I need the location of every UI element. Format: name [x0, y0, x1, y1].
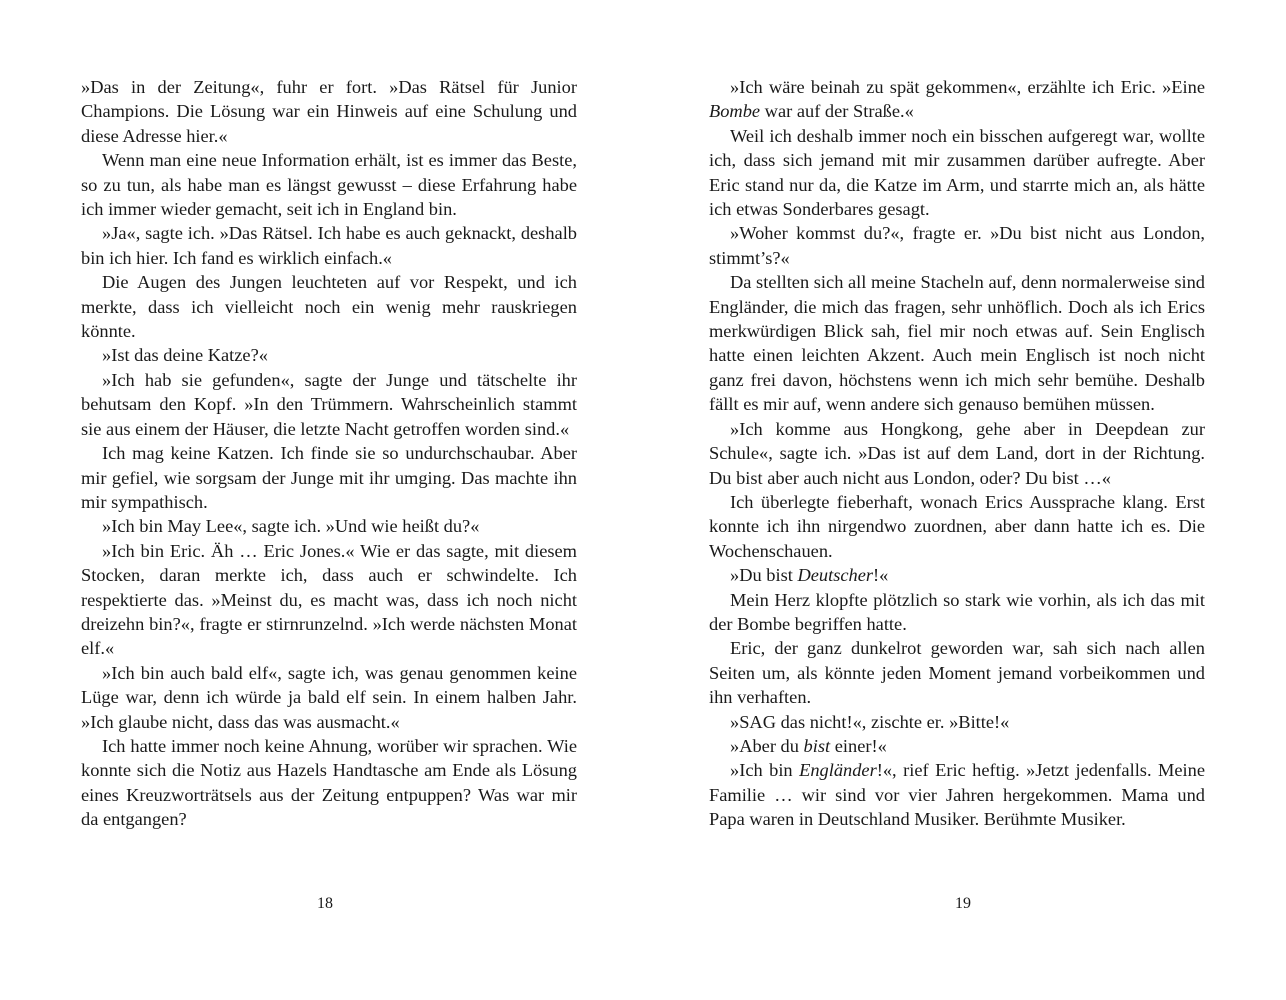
- paragraph-text: einer!«: [830, 735, 887, 756]
- emphasis: Deutscher: [797, 565, 874, 586]
- paragraph: »Ich bin Eric. Äh … Eric Jones.« Wie er das sagte, mit diesem Stocken, daran merkte ich, dass auch er schwindelte. Ich respektierte das. »Meinst du, es macht was, dass ich noch nicht dreizehn bin?«, fragte er stirnrunzelnd. »Ich werde nächsten Monat elf.«: [81, 540, 577, 659]
- paragraph: Ich überlegte fieberhaft, wonach Erics Aussprache klang. Erst konnte ich ihn nirgendwo zuordnen, aber dann hatte ich es. Die Wochenschauen.: [709, 491, 1205, 561]
- paragraph: Mein Herz klopfte plötzlich so stark wie vorhin, als ich das mit der Bombe begriffen hatte.: [709, 589, 1205, 634]
- left-page-text: [81, 75, 577, 832]
- paragraph-text: »Aber du: [730, 735, 804, 756]
- right-page: [643, 0, 1286, 1000]
- paragraph: Da stellten sich all meine Stacheln auf, denn normalerweise sind Engländer, die mich das fragen, sehr unhöflich. Doch als ich Erics merkwürdigen Blick sah, fiel mir noch etwas auf. Sein Englisch hatte einen leichten Akzent. Auch mein Englisch ist noch nicht ganz frei davon, höchstens wenn ich mich sehr bemühe. Deshalb fällt es mir auf, wenn andere sich genauso bemühen müssen.: [709, 272, 1205, 415]
- paragraph: [709, 563, 1205, 587]
- paragraph-text: !«, rief Eric heftig. »Jetzt jedenfalls. Meine Familie … wir sind vor vier Jahren hergekommen. Mama und Papa waren in Deutschland Musiker. Berühmte Musiker.: [709, 760, 1205, 830]
- paragraph: »Ich bin auch bald elf«, sagte ich, was genau genommen keine Lüge war, denn ich würde ja bald elf sein. In einem halben Jahr. »Ich glaube nicht, dass das was ausmacht.«: [81, 662, 577, 732]
- paragraph: »Das in der Zeitung«, fuhr er fort. »Das Rätsel für Junior Champions. Die Lösung war ein Hinweis auf eine Schulung und diese Adresse hier.«: [81, 77, 577, 146]
- paragraph: »Ja«, sagte ich. »Das Rätsel. Ich habe es auch geknackt, deshalb bin ich hier. Ich fand es wirklich einfach.«: [81, 223, 577, 268]
- right-page-text: [709, 75, 1205, 832]
- paragraph: Ich mag keine Katzen. Ich finde sie so undurchschaubar. Aber mir gefiel, wie sorgsam der Junge mit ihr umging. Das machte ihn mir sympathisch.: [81, 443, 577, 512]
- emphasis: Engländer: [799, 760, 877, 781]
- emphasis: bist: [803, 735, 831, 756]
- paragraph-text: »Du bist: [730, 565, 798, 586]
- paragraph-text: »Ich bin: [730, 760, 800, 781]
- paragraph: [709, 734, 1205, 758]
- paragraph: Weil ich deshalb immer noch ein bisschen aufgeregt war, wollte ich, dass sich jemand mit mir zusammen darüber aufregte. Aber Eric stand nur da, die Katze im Arm, und starrte mich an, als hätte ich etwas Sonderbares gesagt.: [709, 125, 1205, 220]
- paragraph: »Ist das deine Katze?«: [102, 345, 268, 366]
- paragraph: »Ich komme aus Hongkong, gehe aber in Deepdean zur Schule«, sagte ich. »Das ist auf dem Land, dort in der Richtung. Du bist aber auch nicht aus London, oder? Du bist …«: [709, 418, 1205, 488]
- paragraph-text: !«: [873, 565, 889, 586]
- page-number: 18: [317, 895, 333, 912]
- paragraph: »SAG das nicht!«, zischte er. »Bitte!«: [730, 711, 1010, 732]
- emphasis: Bombe: [709, 101, 761, 122]
- paragraph: Die Augen des Jungen leuchteten auf vor Respekt, und ich merkte, dass ich vielleicht noch ein wenig mehr rauskriegen könnte.: [81, 272, 577, 342]
- paragraph: Ich hatte immer noch keine Ahnung, worüber wir sprachen. Wie konnte sich die Notiz aus Hazels Handtasche am Ende als Lösung eines Kreuzworträtsels aus der Zeitung entpuppen? Was war mir da entgangen?: [81, 735, 577, 830]
- paragraph-text: »Ich wäre beinah zu spät gekommen«, erzählte ich Eric. »Eine: [730, 77, 1205, 97]
- paragraph: »Ich hab sie gefunden«, sagte der Junge und tätschelte ihr behutsam den Kopf. »In den Trümmern. Wahrscheinlich stammt sie aus einem der Häuser, die letzte Nacht getroffen worden sind.«: [81, 369, 577, 439]
- paragraph: Wenn man eine neue Information erhält, ist es immer das Beste, so zu tun, als habe man es längst gewusst – diese Erfahrung habe ich immer wieder gemacht, seit ich in England bin.: [81, 150, 577, 220]
- paragraph: »Woher kommst du?«, fragte er. »Du bist nicht aus London, stimmt’s?«: [709, 223, 1205, 268]
- paragraph: »Ich bin May Lee«, sagte ich. »Und wie heißt du?«: [102, 516, 480, 537]
- paragraph: Eric, der ganz dunkelrot geworden war, sah sich nach allen Seiten um, als könnte jeden Moment jemand vorbeikommen und ihn verhaften.: [709, 638, 1205, 708]
- paragraph: [709, 75, 1205, 124]
- paragraph-text: war auf der Straße.«: [760, 101, 914, 122]
- page-number: 19: [955, 895, 971, 912]
- paragraph: [709, 758, 1205, 831]
